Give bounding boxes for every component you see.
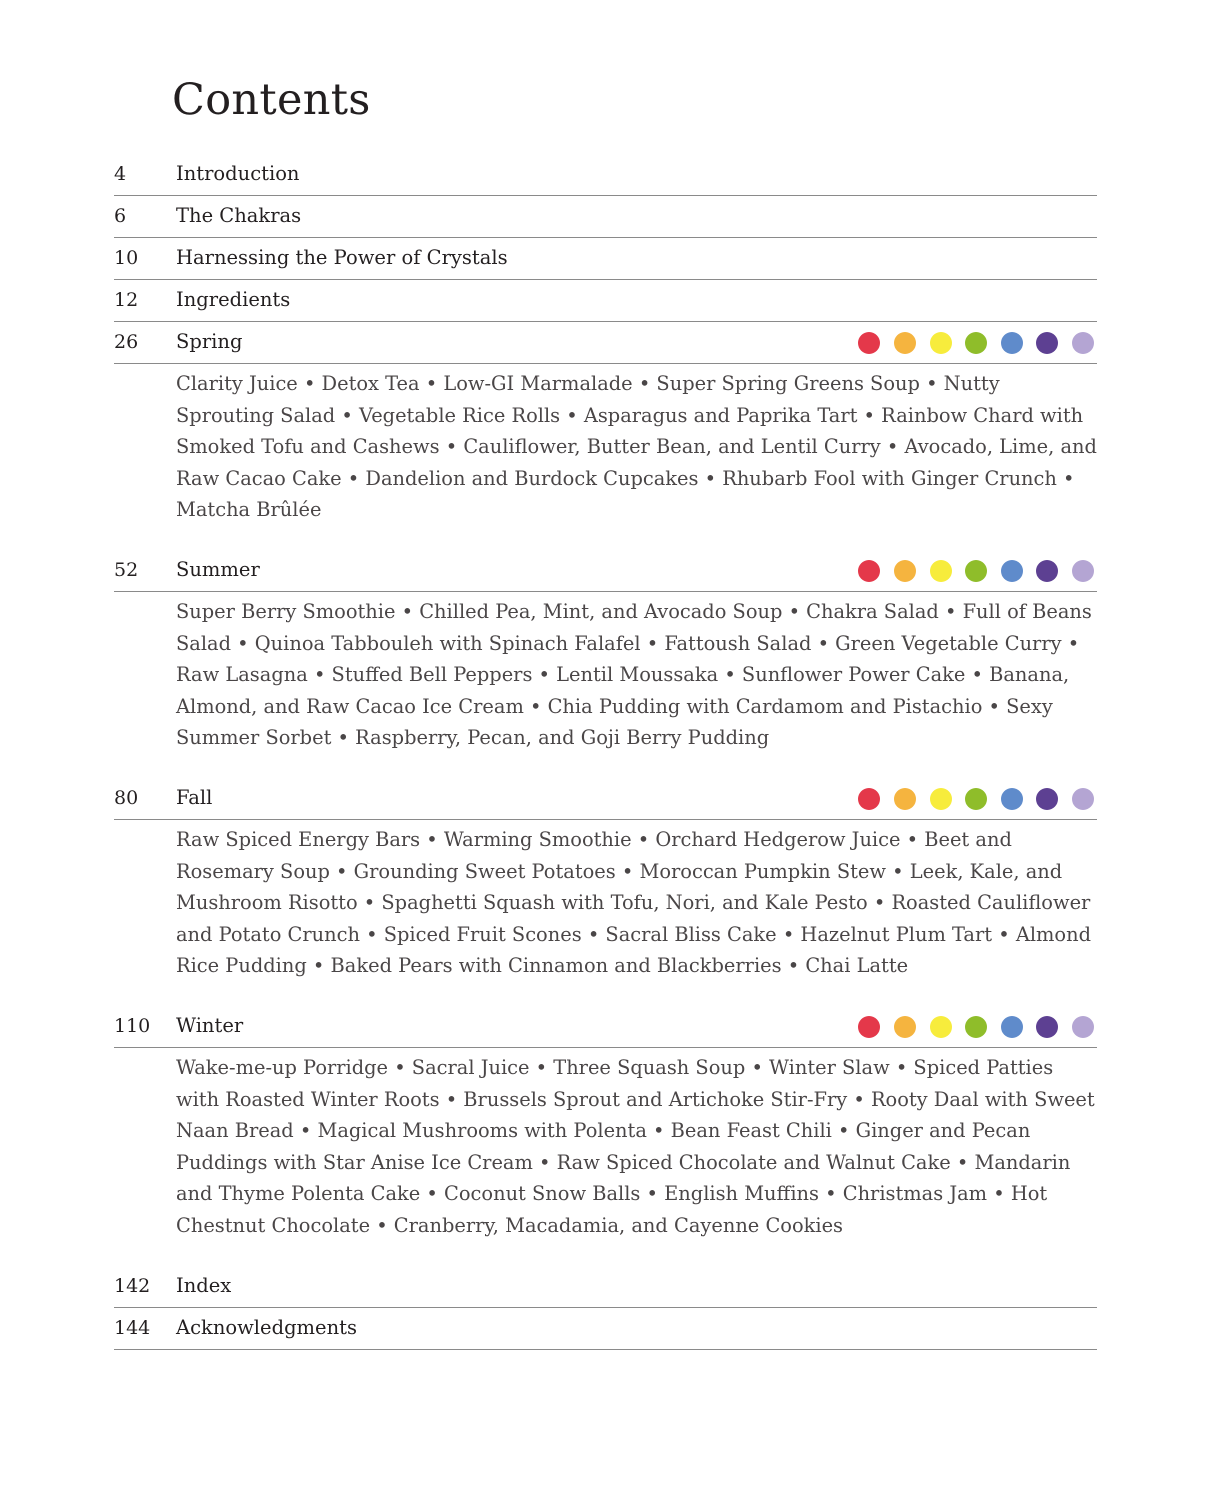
entry-title: Harnessing the Power of Crystals [176, 246, 508, 269]
page-title: Contents [172, 75, 371, 125]
chakra-dot-root [858, 1016, 880, 1038]
chakra-dot-third-eye [1036, 332, 1058, 354]
chakra-color-dots [858, 560, 1094, 582]
page-number: 144 [114, 1317, 151, 1339]
page-number: 110 [114, 1015, 151, 1037]
chakra-dot-crown [1072, 788, 1094, 810]
chakra-dot-root [858, 560, 880, 582]
toc-entry-acknowledgments[interactable] [114, 1308, 1097, 1350]
recipe-list-summer: Super Berry Smoothie • Chilled Pea, Mint, and Avocado Soup • Chakra Salad • Full of Beans Salad • Quinoa Tabbouleh with Spinach Falafel • Fattoush Salad • Green Vegetable Curry • Raw Lasagna • Stuffed Bell Peppers • Lentil Moussaka • Sunflower Power Cake • Banana, Almond, and Raw Cacao Ice Cream • Chia Pudding with Cardamom and Pistachio • Sexy Summer Sorbet • Raspberry, Pecan, and Goji Berry Pudding [176, 600, 1092, 749]
chakra-dot-throat [1001, 1016, 1023, 1038]
chakra-dot-crown [1072, 1016, 1094, 1038]
chakra-dot-third-eye [1036, 560, 1058, 582]
recipe-list-fall: Raw Spiced Energy Bars • Warming Smoothie • Orchard Hedgerow Juice • Beet and Rosemary Soup • Grounding Sweet Potatoes • Moroccan Pumpkin Stew • Leek, Kale, and Mushroom Risotto • Spaghetti Squash with Tofu, Nori, and Kale Pesto • Roasted Cauliflower and Potato Crunch • Spiced Fruit Scones • Sacral Bliss Cake • Hazelnut Plum Tart • Almond Rice Pudding • Baked Pears with Cinnamon and Blackberries • Chai Latte [176, 828, 1091, 977]
recipe-list-spring: Clarity Juice • Detox Tea • Low-GI Marmalade • Super Spring Greens Soup • Nutty Sprouting Salad • Vegetable Rice Rolls • Asparagus and Paprika Tart • Rainbow Chard with Smoked Tofu and Cashews • Cauliflower, Butter Bean, and Lentil Curry • Avocado, Lime, and Raw Cacao Cake • Dandelion and Burdock Cupcakes • Rhubarb Fool with Ginger Crunch • Matcha Brûlée [176, 372, 1097, 521]
entry-title: Ingredients [176, 288, 291, 311]
entry-title: The Chakras [176, 204, 302, 227]
toc-entry-winter[interactable] [114, 1006, 1097, 1048]
entry-title: Fall [176, 786, 213, 809]
chakra-dot-third-eye [1036, 788, 1058, 810]
toc-entry-summer[interactable] [114, 550, 1097, 592]
chakra-dot-root [858, 788, 880, 810]
entry-title: Summer [176, 558, 260, 581]
chakra-dot-sacral [894, 560, 916, 582]
entry-title: Index [176, 1274, 232, 1297]
chakra-dot-heart [965, 1016, 987, 1038]
chakra-dot-throat [1001, 332, 1023, 354]
chakra-dot-solar-plexus [930, 332, 952, 354]
chakra-dot-throat [1001, 788, 1023, 810]
page-number: 26 [114, 331, 139, 353]
page-number: 142 [114, 1275, 151, 1297]
entry-title: Introduction [176, 162, 300, 185]
chakra-dot-sacral [894, 788, 916, 810]
entry-title: Winter [176, 1014, 244, 1037]
chakra-dot-third-eye [1036, 1016, 1058, 1038]
chakra-dot-sacral [894, 332, 916, 354]
page-number: 4 [114, 163, 127, 185]
chakra-dot-solar-plexus [930, 1016, 952, 1038]
toc-entry-index[interactable] [114, 1266, 1097, 1308]
chakra-dot-root [858, 332, 880, 354]
chakra-dot-heart [965, 788, 987, 810]
recipe-list-winter: Wake-me-up Porridge • Sacral Juice • Three Squash Soup • Winter Slaw • Spiced Patties with Roasted Winter Roots • Brussels Sprout and Artichoke Stir-Fry • Rooty Daal with Sweet Naan Bread • Magical Mushrooms with Polenta • Bean Feast Chili • Ginger and Pecan Puddings with Star Anise Ice Cream • Raw Spiced Chocolate and Walnut Cake • Mandarin and Thyme Polenta Cake • Coconut Snow Balls • English Muffins • Christmas Jam • Hot Chestnut Chocolate • Cranberry, Macadamia, and Cayenne Cookies [176, 1056, 1095, 1237]
chakra-dot-crown [1072, 332, 1094, 354]
toc-entry-introduction[interactable] [114, 154, 1097, 196]
entry-title: Acknowledgments [176, 1316, 357, 1339]
chakra-dot-heart [965, 332, 987, 354]
toc-entry-ingredients[interactable] [114, 280, 1097, 322]
page-number: 52 [114, 559, 139, 581]
toc-entry-chakras[interactable] [114, 196, 1097, 238]
toc-entry-fall[interactable] [114, 778, 1097, 820]
chakra-dot-solar-plexus [930, 560, 952, 582]
page-number: 10 [114, 247, 139, 269]
chakra-dot-throat [1001, 560, 1023, 582]
page-number: 12 [114, 289, 139, 311]
chakra-color-dots [858, 332, 1094, 354]
toc-entry-spring[interactable] [114, 322, 1097, 364]
chakra-color-dots [858, 1016, 1094, 1038]
toc-entry-crystals[interactable] [114, 238, 1097, 280]
chakra-dot-solar-plexus [930, 788, 952, 810]
chakra-color-dots [858, 788, 1094, 810]
table-of-contents [114, 154, 1097, 1350]
chakra-dot-sacral [894, 1016, 916, 1038]
chakra-dot-heart [965, 560, 987, 582]
chakra-dot-crown [1072, 560, 1094, 582]
page-number: 6 [114, 205, 127, 227]
entry-title: Spring [176, 330, 243, 353]
page-number: 80 [114, 787, 139, 809]
